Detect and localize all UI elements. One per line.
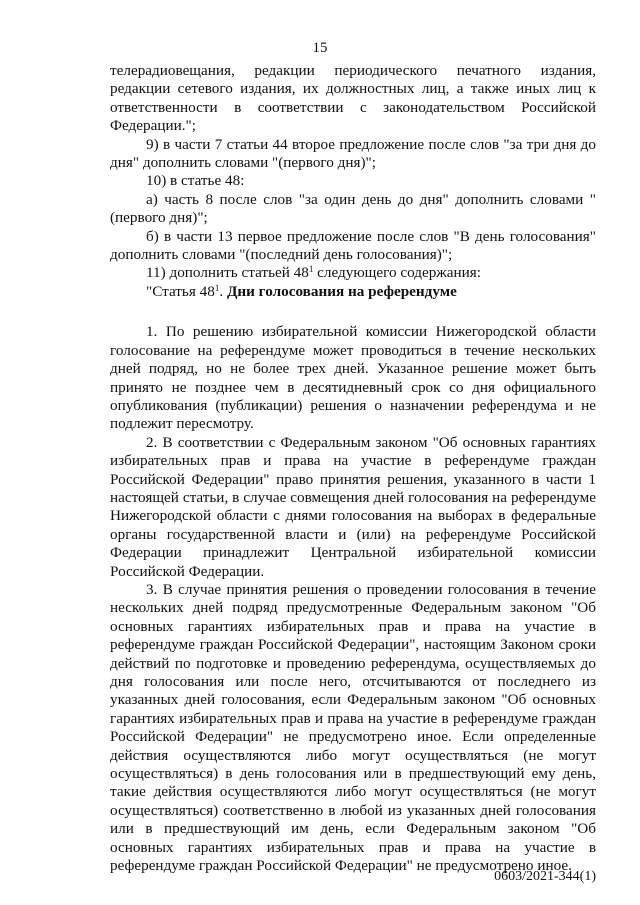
page-number: 15 — [312, 40, 328, 56]
article-paragraph-2: 2. В соответствии с Федеральным законом "Об основных гарантиях избирательных прав и права на участие в референдуме граждан Российской Федерации" право принятия решения, указанного в части 1 настоящей статьи, в случае совмещения дней голосования на референдуме Нижегородской области с днями голосования на выборах в федеральные органы государственной власти и (или) на референдуме Российской Федерации принадлежит Центральной избирательной комиссии Российской Федерации. — [110, 433, 596, 580]
paragraph-continuation: телерадиовещания, редакции периодического печатного издания, редакции сетевого издания, их должностных лиц, а также иных лиц к ответственности в соответствии с законодательством Российской Федерации."; — [110, 62, 596, 135]
article-heading-superscript: 1 — [214, 282, 220, 293]
document-body — [110, 62, 596, 875]
document-code: 0603/2021-344(1) — [494, 869, 596, 884]
item-11-text-tail: следующего содержания: — [313, 264, 481, 282]
paragraph-item-11 — [110, 264, 596, 282]
article-heading-title: Дни голосования на референдуме — [226, 282, 457, 300]
paragraph-item-10: 10) в статье 48: — [146, 172, 245, 190]
paragraph-item-10b: б) в части 13 первое предложение после слов "В день голосования" дополнить словами "(последний день голосования)"; — [110, 227, 596, 264]
article-paragraph-3: 3. В случае принятия решения о проведении голосования в течение нескольких дней подряд предусмотренные Федеральным законом "Об основных гарантиях избирательных прав и права на участие в референдуме граждан Российской Федерации", настоящим Законом сроки действий по подготовке и проведению референдума, осуществляемых до дня голосования или после него, отсчитываются от последнего из указанных дней голосования, если Федеральным законом "Об основных гарантиях избирательных прав и права на участие в референдуме граждан Российской Федерации" не предусмотрено иное. Если определенные действия осуществляются либо могут осуществляться (не могут осуществляться) в день голосования или в предшествующий ему день, такие действия осуществляются либо могут осуществляться (не могут осуществляться) соответственно в любой из указанных дней голосования или в предшествующий им день, если Федеральным законом "Об основных гарантиях избирательных прав и права на участие в референдуме граждан Российской Федерации" не предусмотрено иное. — [110, 580, 596, 875]
item-11-superscript: 1 — [308, 264, 314, 275]
article-heading-dot: . — [219, 282, 227, 300]
paragraph-item-10a: а) часть 8 после слов "за один день до дня" дополнить словами "(первого дня)"; — [110, 190, 596, 227]
article-paragraph-1: 1. По решению избирательной комиссии Нижегородской области голосование на референдуме может проводиться в течение нескольких дней подряд, но не более трех дней. Указанное решение может быть принято не позднее чем в десятидневный срок со дня официального опубликования (публикации) решения о назначении референдума и не подлежит пересмотру. — [110, 323, 596, 433]
article-heading-prefix: "Статья 48 — [146, 282, 215, 300]
paragraph-item-9: 9) в части 7 статьи 44 второе предложение после слов "за три дня до дня" дополнить словами "(первого дня)"; — [110, 135, 596, 172]
article-heading — [110, 283, 596, 301]
item-11-text: 11) дополнить статьей 48 — [146, 264, 309, 282]
